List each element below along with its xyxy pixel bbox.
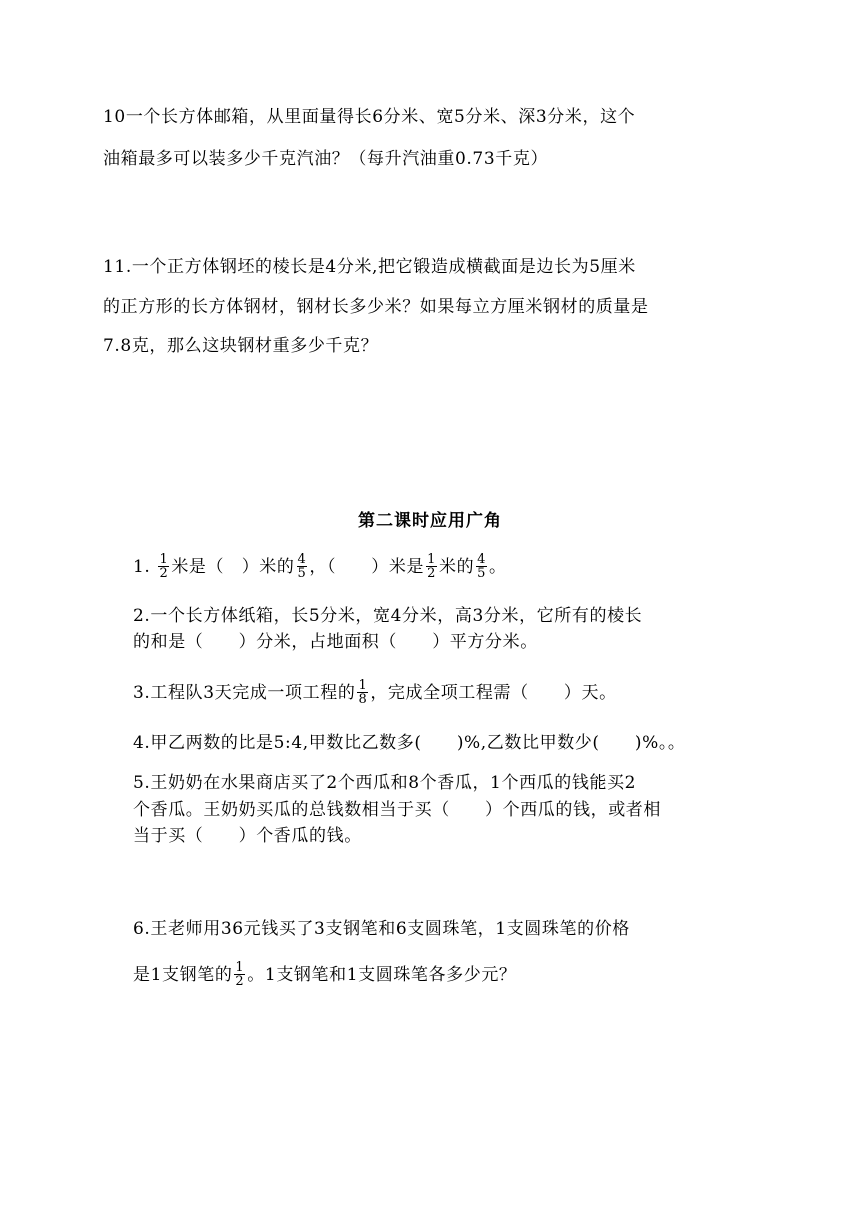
q11-line2: 的正方形的长方体钢材，钢材长多少米？如果每立方厘米钢材的质量是: [103, 297, 649, 317]
fraction-1-8: $\frac{1}{8}$: [358, 678, 368, 707]
problem-2-line2: 的和是（ ）分米，占地面积（ ）平方分米。: [133, 632, 538, 652]
problem-3: [133, 680, 617, 707]
problem-3-text-b: ，完成全项工程需（ ）天。: [370, 683, 617, 703]
q10-line2: 油箱最多可以装多少千克汽油？（每升汽油重0.73千克）: [103, 149, 549, 169]
fraction-3: $\frac{1}{2}$: [427, 552, 436, 581]
q11-line1: 11.一个正方体钢坯的棱长是4分米,把它锻造成横截面是边长为5厘米: [103, 257, 636, 277]
q10-line1: 10一个长方体邮箱，从里面量得长6分米、宽5分米、深3分米，这个: [103, 107, 636, 127]
problem-3-text-a: 3.工程队3天完成一项工程的: [133, 683, 356, 703]
problem-1-text-c: 米的: [438, 557, 475, 577]
fraction-1-2: $\frac{1}{2}$: [235, 960, 245, 989]
fraction-1: $\frac{1}{2}$: [159, 552, 169, 581]
problem-6-line1: 6.王老师用36元钱买了3支钢笔和6支圆珠笔，1支圆珠笔的价格: [133, 919, 630, 939]
problem-5-line3: 当于买（ ）个香瓜的钱。: [133, 826, 362, 846]
problem-1-text-b: ，（ ）米是: [309, 557, 425, 577]
problem-1: [133, 554, 507, 581]
problem-1-text-a: 米是（ ）米的: [171, 557, 295, 577]
problem-6-text-b: 。1支钢笔和1支圆珠笔各多少元？: [247, 965, 517, 985]
problem-1-text-d: 。: [489, 557, 507, 577]
problem-4: 4.甲乙两数的比是5:4,甲数比乙数多( )%,乙数比甲数少( )%。。: [133, 733, 686, 753]
fraction-2: $\frac{4}{5}$: [297, 552, 307, 581]
problem-6-text-a: 是1支钢笔的: [133, 965, 233, 985]
q11-line3: 7.8克，那么这块钢材重多少千克？: [103, 336, 379, 356]
section-title: 第二课时应用广角: [358, 511, 502, 531]
problem-2-line1: 2.一个长方体纸箱，长5分米，宽4分米，高3分米，它所有的棱长: [133, 606, 643, 626]
problem-6-line2: [133, 962, 517, 989]
problem-5-line2: 个香瓜。王奶奶买瓜的总钱数相当于买（ ）个西瓜的钱，或者相: [133, 800, 661, 820]
problem-5-line1: 5.王奶奶在水果商店买了2个西瓜和8个香瓜，1个西瓜的钱能买2: [133, 773, 637, 793]
fraction-4: $\frac{4}{5}$: [477, 552, 487, 581]
problem-1-number: 1.: [133, 557, 151, 577]
